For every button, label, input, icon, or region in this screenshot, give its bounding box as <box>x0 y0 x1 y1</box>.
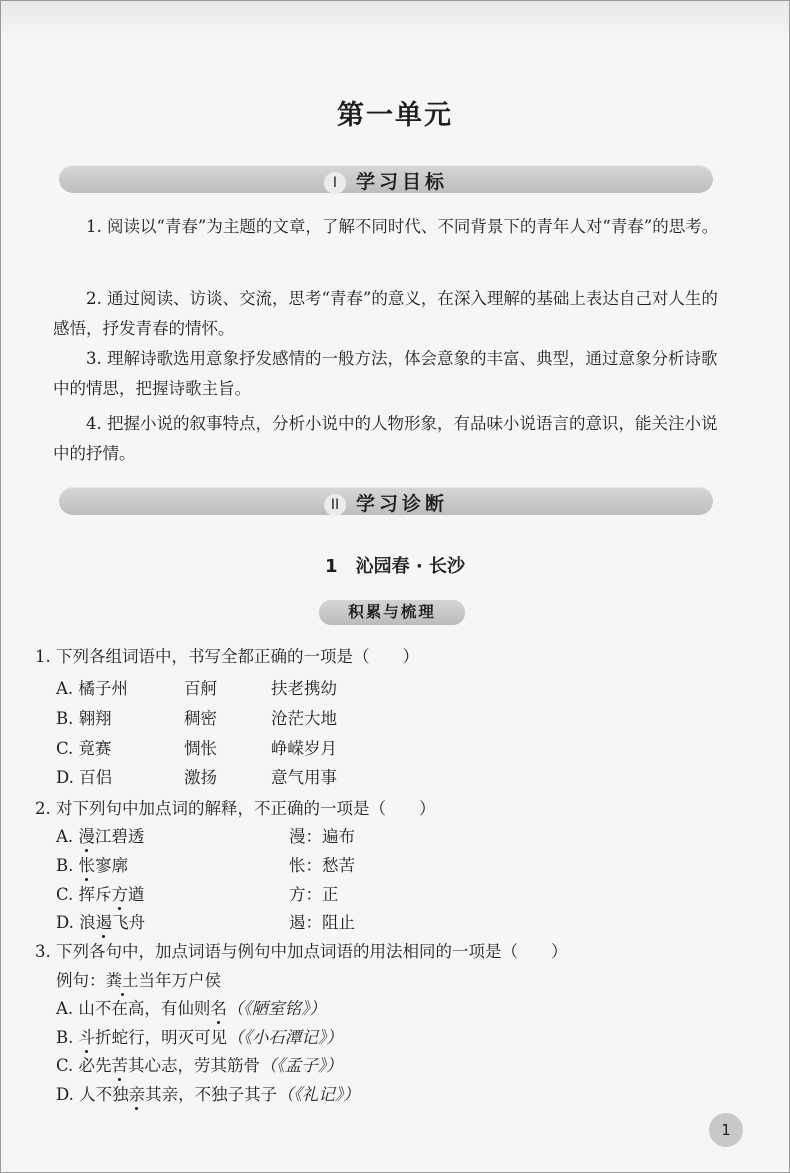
dotted-word: 亲 <box>129 1081 146 1105</box>
q2-option-b-explanation: 怅：愁苦 <box>289 856 355 875</box>
q2-option-a-explanation: 漫：遍布 <box>289 827 355 846</box>
subsection-tag: 积累与梳理 <box>319 600 465 625</box>
goal-2: 2. 通过阅读、访谈、交流，思考“青春”的意义，在深入理解的基础上表达自己对人生的感悟，抒发青春的情怀。 <box>53 289 718 338</box>
q1-option-a: A. 橘子州 <box>56 679 128 698</box>
q1-option-c-word3: 峥嵘岁月 <box>271 739 337 758</box>
section-bar-diagnosis <box>59 487 713 515</box>
q1-stem: 1. 下列各组词语中，书写全都正确的一项是（ ） <box>35 647 419 666</box>
section-title: 学习目标 <box>355 171 448 193</box>
q1-option-d-word2: 激扬 <box>184 768 217 787</box>
goal-1: 1. 阅读以“青春”为主题的文章，了解不同时代、不同背景下的青年人对“青春”的思考。 <box>86 217 719 236</box>
q2-option-c: C. 挥斥方遒 <box>56 881 145 905</box>
q2-option-a: A. 漫江碧透 <box>56 823 144 847</box>
q3-option-c: C. 必先苦其心志，劳其筋骨（《孟子》） <box>56 1052 343 1076</box>
source-citation: （《礼记》） <box>277 1085 360 1104</box>
unit-title: 第一单元 <box>337 100 453 131</box>
q3-option-b: B. 斗折蛇行，明灭可见（《小石潭记》） <box>56 1024 343 1048</box>
q1-option-c: C. 竟赛 <box>56 739 112 758</box>
dotted-word: 遏 <box>96 909 113 933</box>
q2-option-d: D. 浪遏飞舟 <box>56 909 145 933</box>
dotted-word: 怅 <box>79 852 96 876</box>
q3-example: 例句：粪土当年万户侯 <box>56 967 221 991</box>
dotted-word: 方 <box>112 881 129 905</box>
q3-stem: 3. 下列各句中，加点词语与例句中加点词语的用法相同的一项是（ ） <box>35 942 568 961</box>
q2-option-d-explanation: 遏：阻止 <box>289 913 355 932</box>
q1-option-d: D. 百侣 <box>56 768 113 787</box>
section-number: II <box>324 494 346 516</box>
page-number: 1 <box>709 1113 743 1147</box>
q2-stem: 2. 对下列句中加点词的解释，不正确的一项是（ ） <box>35 799 436 818</box>
goal-3: 3. 理解诗歌选用意象抒发感情的一般方法，体会意象的丰富、典型，通过意象分析诗歌中的情思，把握诗歌主旨。 <box>53 349 718 398</box>
source-citation: （《陋室铭》） <box>226 999 326 1018</box>
section-bar-goals <box>59 165 713 193</box>
q2-option-b: B. 怅寥廓 <box>56 852 128 876</box>
source-citation: （《孟子》） <box>260 1056 343 1075</box>
q1-option-d-word3: 意气用事 <box>271 768 337 787</box>
q2-option-c-explanation: 方：正 <box>289 885 339 904</box>
q1-option-b: B. 翱翔 <box>56 709 112 728</box>
dotted-word: 名 <box>210 995 227 1019</box>
q1-option-b-word3: 沧茫大地 <box>271 709 337 728</box>
q1-option-b-word2: 稠密 <box>184 709 217 728</box>
dotted-word: 斗 <box>79 1024 96 1048</box>
dotted-word: 粪土 <box>106 967 139 991</box>
dotted-word: 漫 <box>78 823 95 847</box>
q3-option-d: D. 人不独亲其亲，不独子其子（《礼记》） <box>56 1081 360 1105</box>
q1-option-a-word3: 扶老携幼 <box>271 679 337 698</box>
scan-shadow <box>1 1 789 41</box>
source-citation: （《小石潭记》） <box>227 1028 343 1047</box>
section-number: I <box>324 172 346 194</box>
lesson-title: 1 沁园春 · 长沙 <box>325 556 465 577</box>
q1-option-a-word2: 百舸 <box>184 679 217 698</box>
q3-option-a: A. 山不在高，有仙则名（《陋室铭》） <box>56 995 326 1019</box>
section-title: 学习诊断 <box>355 493 448 515</box>
q1-option-c-word2: 惆怅 <box>184 739 217 758</box>
goal-4: 4. 把握小说的叙事特点，分析小说中的人物形象，有品味小说语言的意识，能关注小说中的抒情。 <box>53 414 718 463</box>
dotted-word: 苦 <box>112 1052 129 1076</box>
